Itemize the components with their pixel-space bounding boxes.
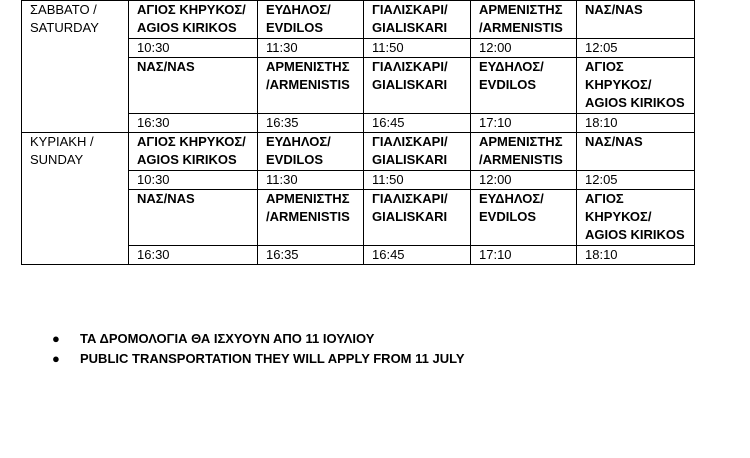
stop-cell: ΕΥΔΗΛΟΣ/ EVDILOS — [471, 190, 577, 246]
stop-cell: ΝΑΣ/NAS — [577, 133, 695, 171]
time-cell: 11:50 — [364, 171, 471, 190]
stop-cell: ΓΙΑΛΙΣΚΑΡΙ/ GIALISKARI — [364, 190, 471, 246]
bullet-icon: ● — [52, 331, 60, 346]
time-cell: 10:30 — [129, 171, 258, 190]
stop-cell: ΕΥΔΗΛΟΣ/ EVDILOS — [258, 133, 364, 171]
stop-cell: ΑΡΜΕΝΙΣΤΗΣ /ARMENISTIS — [258, 190, 364, 246]
time-cell: 17:10 — [471, 114, 577, 133]
stop-cell: ΝΑΣ/NAS — [129, 190, 258, 246]
stop-cell: ΓΙΑΛΙΣΚΑΡΙ/ GIALISKARI — [364, 1, 471, 39]
time-cell: 16:35 — [258, 114, 364, 133]
table-row — [22, 1, 695, 39]
stop-cell: ΕΥΔΗΛΟΣ/ EVDILOS — [258, 1, 364, 39]
stop-cell: ΑΓΙΟΣ ΚΗΡΥΚΟΣ/ AGIOS KIRIKOS — [129, 1, 258, 39]
time-cell: 16:30 — [129, 246, 258, 265]
day-label-saturday: ΣΑΒΒΑΤΟ / SATURDAY — [22, 1, 129, 133]
stop-cell: ΑΓΙΟΣ ΚΗΡΥΚΟΣ/ AGIOS KIRIKOS — [577, 190, 695, 246]
stop-cell: ΓΙΑΛΙΣΚΑΡΙ/ GIALISKARI — [364, 133, 471, 171]
time-cell: 10:30 — [129, 39, 258, 58]
time-cell: 11:50 — [364, 39, 471, 58]
notes-list — [50, 329, 465, 369]
stop-cell: ΑΓΙΟΣ ΚΗΡΥΚΟΣ/ AGIOS KIRIKOS — [577, 58, 695, 114]
stop-cell: ΝΑΣ/NAS — [129, 58, 258, 114]
stop-cell: ΑΓΙΟΣ ΚΗΡΥΚΟΣ/ AGIOS KIRIKOS — [129, 133, 258, 171]
note-text: ΤΑ ΔΡΟΜΟΛΟΓΙΑ ΘΑ ΙΣΧΥΟΥΝ ΑΠΟ 11 ΙΟΥΛΙΟΥ — [80, 331, 375, 346]
stop-cell: ΑΡΜΕΝΙΣΤΗΣ /ARMENISTIS — [258, 58, 364, 114]
time-cell: 16:35 — [258, 246, 364, 265]
bullet-icon: ● — [52, 351, 60, 366]
time-cell: 11:30 — [258, 171, 364, 190]
time-cell: 12:00 — [471, 171, 577, 190]
time-cell: 12:00 — [471, 39, 577, 58]
time-cell: 17:10 — [471, 246, 577, 265]
time-cell: 12:05 — [577, 39, 695, 58]
time-cell: 18:10 — [577, 114, 695, 133]
time-cell: 16:30 — [129, 114, 258, 133]
list-item — [50, 349, 465, 369]
time-cell: 16:45 — [364, 114, 471, 133]
list-item — [50, 329, 465, 349]
time-cell: 18:10 — [577, 246, 695, 265]
stop-cell: ΕΥΔΗΛΟΣ/ EVDILOS — [471, 58, 577, 114]
table-row — [22, 133, 695, 171]
note-text: PUBLIC TRANSPORTATION THEY WILL APPLY FROM 11 JULY — [80, 351, 465, 366]
time-cell: 16:45 — [364, 246, 471, 265]
time-cell: 11:30 — [258, 39, 364, 58]
day-label-sunday: ΚΥΡΙΑΚΗ / SUNDAY — [22, 133, 129, 265]
stop-cell: ΝΑΣ/NAS — [577, 1, 695, 39]
bus-schedule-table — [21, 0, 695, 265]
stop-cell: ΑΡΜΕΝΙΣΤΗΣ /ARMENISTIS — [471, 133, 577, 171]
stop-cell: ΑΡΜΕΝΙΣΤΗΣ /ARMENISTIS — [471, 1, 577, 39]
time-cell: 12:05 — [577, 171, 695, 190]
stop-cell: ΓΙΑΛΙΣΚΑΡΙ/ GIALISKARI — [364, 58, 471, 114]
